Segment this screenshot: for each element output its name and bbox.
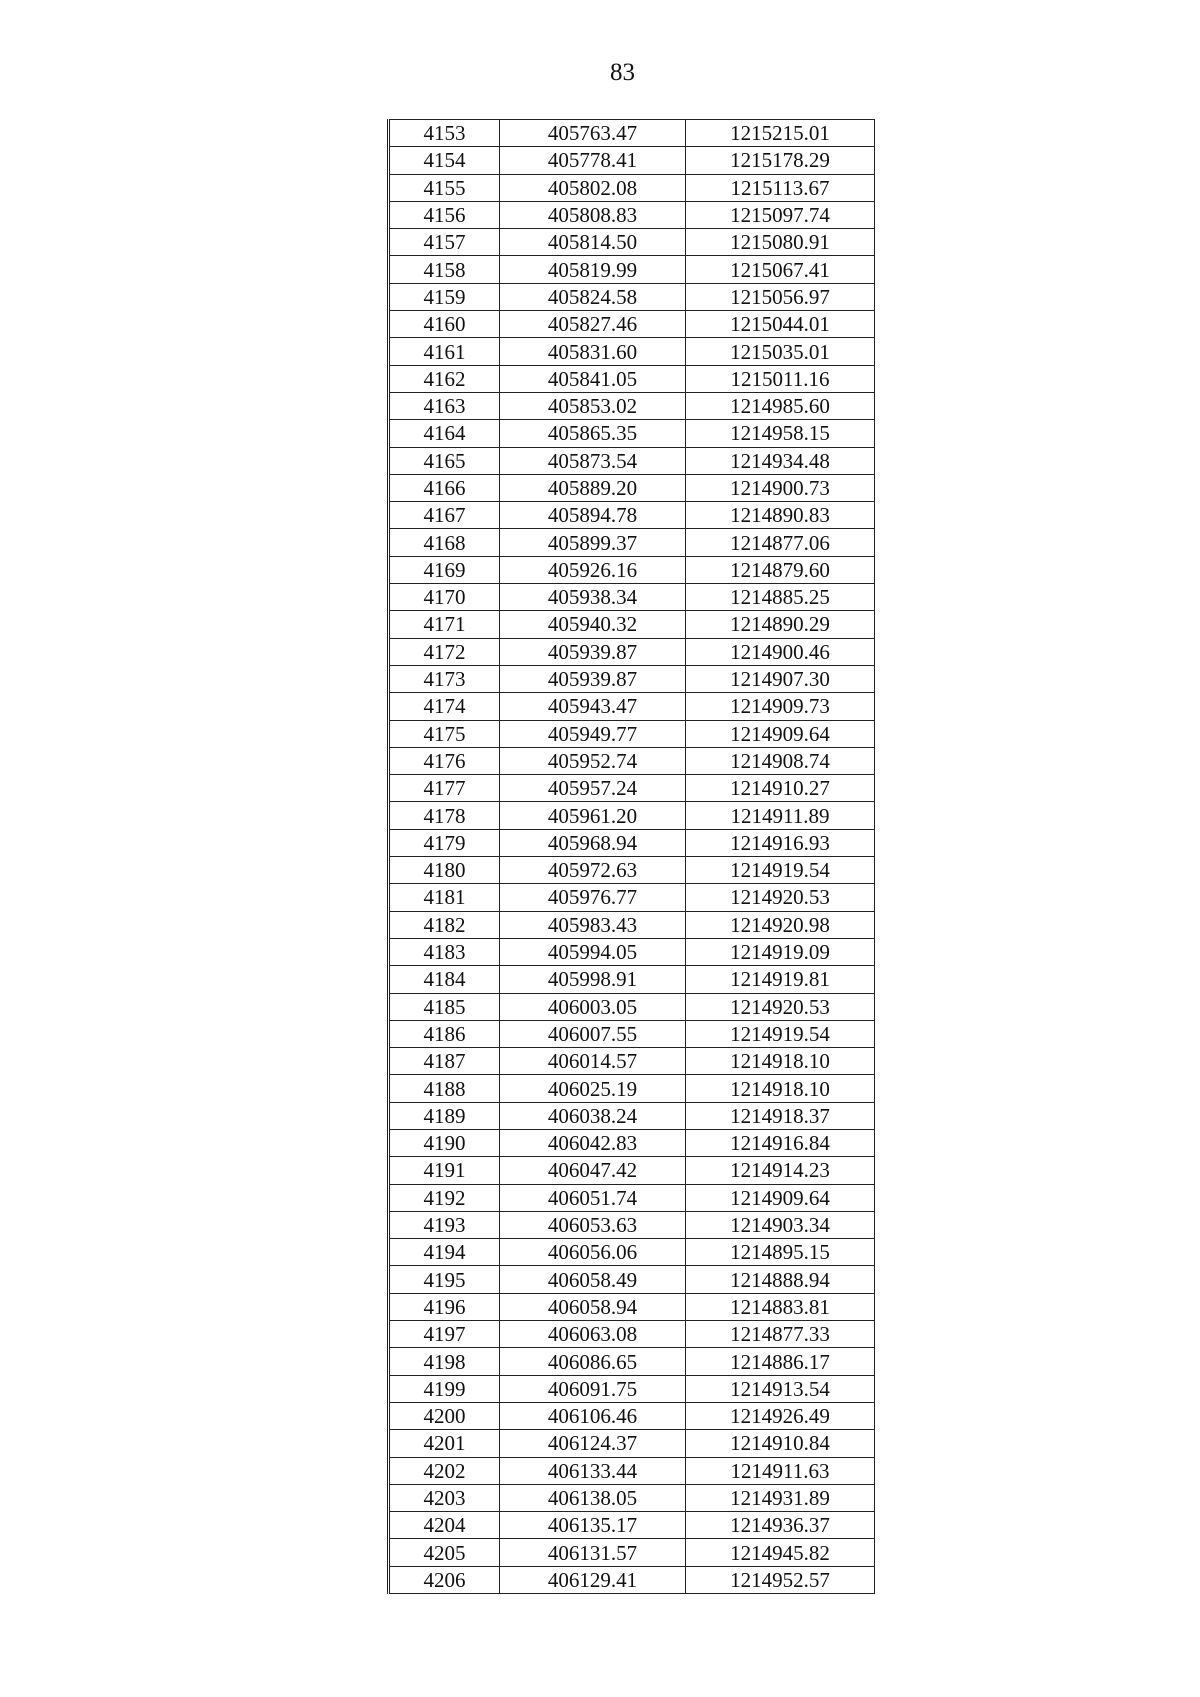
table-row [389,775,875,802]
table-row [389,993,875,1020]
y-coordinate-cell: 1214903.34 [686,1211,875,1238]
table-row [389,1430,875,1457]
y-coordinate-cell: 1214910.27 [686,775,875,802]
y-coordinate-cell: 1214918.10 [686,1048,875,1075]
y-coordinate-cell: 1214919.54 [686,857,875,884]
x-coordinate-cell: 405853.02 [500,392,686,419]
y-coordinate-cell: 1214918.37 [686,1102,875,1129]
y-coordinate-cell: 1214958.15 [686,420,875,447]
y-coordinate-cell: 1214907.30 [686,665,875,692]
y-coordinate-cell: 1214926.49 [686,1402,875,1429]
x-coordinate-cell: 405831.60 [500,338,686,365]
table-row [389,392,875,419]
x-coordinate-cell: 405802.08 [500,174,686,201]
y-coordinate-cell: 1214985.60 [686,392,875,419]
y-coordinate-cell: 1215080.91 [686,229,875,256]
table-row [389,1129,875,1156]
y-coordinate-cell: 1214931.89 [686,1484,875,1511]
y-coordinate-cell: 1214895.15 [686,1239,875,1266]
y-coordinate-cell: 1214919.54 [686,1020,875,1047]
point-number-cell: 4195 [389,1266,500,1293]
point-number-cell: 4155 [389,174,500,201]
y-coordinate-cell: 1214877.06 [686,529,875,556]
y-coordinate-cell: 1214913.54 [686,1375,875,1402]
table-row [389,1321,875,1348]
x-coordinate-cell: 406047.42 [500,1157,686,1184]
y-coordinate-cell: 1215113.67 [686,174,875,201]
point-number-cell: 4179 [389,829,500,856]
point-number-cell: 4180 [389,857,500,884]
x-coordinate-cell: 405814.50 [500,229,686,256]
point-number-cell: 4202 [389,1457,500,1484]
y-coordinate-cell: 1214920.53 [686,884,875,911]
point-number-cell: 4169 [389,556,500,583]
table-row [389,665,875,692]
x-coordinate-cell: 405763.47 [500,120,686,147]
table-row [389,338,875,365]
x-coordinate-cell: 405808.83 [500,201,686,228]
y-coordinate-cell: 1214877.33 [686,1321,875,1348]
y-coordinate-cell: 1215011.16 [686,365,875,392]
x-coordinate-cell: 406051.74 [500,1184,686,1211]
x-coordinate-cell: 405827.46 [500,311,686,338]
y-coordinate-cell: 1214909.64 [686,720,875,747]
table-row [389,474,875,501]
table-row [389,857,875,884]
table-row [389,529,875,556]
point-number-cell: 4187 [389,1048,500,1075]
x-coordinate-cell: 405994.05 [500,938,686,965]
y-coordinate-cell: 1214908.74 [686,747,875,774]
table-row [389,1375,875,1402]
point-number-cell: 4189 [389,1102,500,1129]
x-coordinate-cell: 405983.43 [500,911,686,938]
point-number-cell: 4176 [389,747,500,774]
table-row [389,147,875,174]
x-coordinate-cell: 405926.16 [500,556,686,583]
table-row [389,1566,875,1593]
y-coordinate-cell: 1215035.01 [686,338,875,365]
table-row [389,884,875,911]
y-coordinate-cell: 1214909.64 [686,1184,875,1211]
point-number-cell: 4197 [389,1321,500,1348]
y-coordinate-cell: 1214888.94 [686,1266,875,1293]
y-coordinate-cell: 1214919.81 [686,966,875,993]
y-coordinate-cell: 1214916.84 [686,1129,875,1156]
point-number-cell: 4201 [389,1430,500,1457]
point-number-cell: 4170 [389,584,500,611]
x-coordinate-cell: 406053.63 [500,1211,686,1238]
x-coordinate-cell: 405972.63 [500,857,686,884]
x-coordinate-cell: 405949.77 [500,720,686,747]
point-number-cell: 4182 [389,911,500,938]
x-coordinate-cell: 405998.91 [500,966,686,993]
point-number-cell: 4174 [389,693,500,720]
x-coordinate-cell: 405778.41 [500,147,686,174]
y-coordinate-cell: 1215056.97 [686,283,875,310]
point-number-cell: 4163 [389,392,500,419]
y-coordinate-cell: 1214911.89 [686,802,875,829]
y-coordinate-cell: 1214883.81 [686,1293,875,1320]
y-coordinate-cell: 1214886.17 [686,1348,875,1375]
x-coordinate-cell: 405899.37 [500,529,686,556]
table-row [389,1512,875,1539]
point-number-cell: 4186 [389,1020,500,1047]
table-row [389,1457,875,1484]
point-number-cell: 4191 [389,1157,500,1184]
table-row [389,1484,875,1511]
x-coordinate-cell: 406038.24 [500,1102,686,1129]
x-coordinate-cell: 406056.06 [500,1239,686,1266]
table-row [389,229,875,256]
x-coordinate-cell: 405824.58 [500,283,686,310]
point-number-cell: 4154 [389,147,500,174]
coordinate-table-body [389,120,875,1594]
table-row [389,802,875,829]
point-number-cell: 4171 [389,611,500,638]
page-number: 83 [610,59,635,86]
x-coordinate-cell: 406106.46 [500,1402,686,1429]
y-coordinate-cell: 1215044.01 [686,311,875,338]
point-number-cell: 4167 [389,502,500,529]
coordinate-table [387,119,875,1594]
y-coordinate-cell: 1215178.29 [686,147,875,174]
table-row [389,1102,875,1129]
x-coordinate-cell: 405940.32 [500,611,686,638]
x-coordinate-cell: 405939.87 [500,665,686,692]
point-number-cell: 4181 [389,884,500,911]
point-number-cell: 4193 [389,1211,500,1238]
point-number-cell: 4184 [389,966,500,993]
point-number-cell: 4158 [389,256,500,283]
point-number-cell: 4159 [389,283,500,310]
y-coordinate-cell: 1214909.73 [686,693,875,720]
x-coordinate-cell: 405819.99 [500,256,686,283]
x-coordinate-cell: 406135.17 [500,1512,686,1539]
y-coordinate-cell: 1215215.01 [686,120,875,147]
point-number-cell: 4198 [389,1348,500,1375]
table-row [389,611,875,638]
table-row [389,256,875,283]
table-row [389,938,875,965]
table-row [389,502,875,529]
table-row [389,201,875,228]
x-coordinate-cell: 405889.20 [500,474,686,501]
table-row [389,1157,875,1184]
point-number-cell: 4196 [389,1293,500,1320]
y-coordinate-cell: 1214936.37 [686,1512,875,1539]
table-row [389,556,875,583]
y-coordinate-cell: 1214900.46 [686,638,875,665]
table-row [389,311,875,338]
x-coordinate-cell: 405976.77 [500,884,686,911]
table-row [389,120,875,147]
point-number-cell: 4206 [389,1566,500,1593]
x-coordinate-cell: 406131.57 [500,1539,686,1566]
point-number-cell: 4166 [389,474,500,501]
x-coordinate-cell: 405894.78 [500,502,686,529]
table-row [389,1211,875,1238]
x-coordinate-cell: 406124.37 [500,1430,686,1457]
table-row [389,720,875,747]
x-coordinate-cell: 405873.54 [500,447,686,474]
point-number-cell: 4161 [389,338,500,365]
point-number-cell: 4165 [389,447,500,474]
y-coordinate-cell: 1214952.57 [686,1566,875,1593]
point-number-cell: 4203 [389,1484,500,1511]
y-coordinate-cell: 1214945.82 [686,1539,875,1566]
y-coordinate-cell: 1214890.83 [686,502,875,529]
x-coordinate-cell: 405938.34 [500,584,686,611]
point-number-cell: 4157 [389,229,500,256]
point-number-cell: 4153 [389,120,500,147]
table-row [389,1266,875,1293]
y-coordinate-cell: 1214910.84 [686,1430,875,1457]
table-row [389,1020,875,1047]
point-number-cell: 4194 [389,1239,500,1266]
x-coordinate-cell: 406063.08 [500,1321,686,1348]
point-number-cell: 4205 [389,1539,500,1566]
point-number-cell: 4175 [389,720,500,747]
point-number-cell: 4173 [389,665,500,692]
point-number-cell: 4188 [389,1075,500,1102]
table-row [389,1184,875,1211]
y-coordinate-cell: 1214919.09 [686,938,875,965]
x-coordinate-cell: 406003.05 [500,993,686,1020]
table-row [389,283,875,310]
point-number-cell: 4204 [389,1512,500,1539]
x-coordinate-cell: 406025.19 [500,1075,686,1102]
table-row [389,584,875,611]
x-coordinate-cell: 405968.94 [500,829,686,856]
table-row [389,365,875,392]
x-coordinate-cell: 405952.74 [500,747,686,774]
table-row [389,1402,875,1429]
y-coordinate-cell: 1215067.41 [686,256,875,283]
y-coordinate-cell: 1214890.29 [686,611,875,638]
x-coordinate-cell: 405939.87 [500,638,686,665]
point-number-cell: 4162 [389,365,500,392]
y-coordinate-cell: 1214879.60 [686,556,875,583]
x-coordinate-cell: 406042.83 [500,1129,686,1156]
point-number-cell: 4168 [389,529,500,556]
point-number-cell: 4200 [389,1402,500,1429]
y-coordinate-cell: 1214934.48 [686,447,875,474]
table-row [389,747,875,774]
point-number-cell: 4172 [389,638,500,665]
point-number-cell: 4183 [389,938,500,965]
table-row [389,829,875,856]
y-coordinate-cell: 1214900.73 [686,474,875,501]
y-coordinate-cell: 1214916.93 [686,829,875,856]
x-coordinate-cell: 405841.05 [500,365,686,392]
point-number-cell: 4192 [389,1184,500,1211]
table-row [389,1048,875,1075]
point-number-cell: 4190 [389,1129,500,1156]
x-coordinate-cell: 405957.24 [500,775,686,802]
x-coordinate-cell: 405943.47 [500,693,686,720]
x-coordinate-cell: 406086.65 [500,1348,686,1375]
y-coordinate-cell: 1215097.74 [686,201,875,228]
y-coordinate-cell: 1214918.10 [686,1075,875,1102]
table-row [389,638,875,665]
point-number-cell: 4199 [389,1375,500,1402]
x-coordinate-cell: 406129.41 [500,1566,686,1593]
table-row [389,1239,875,1266]
point-number-cell: 4178 [389,802,500,829]
y-coordinate-cell: 1214920.53 [686,993,875,1020]
x-coordinate-cell: 406014.57 [500,1048,686,1075]
table-row [389,174,875,201]
y-coordinate-cell: 1214920.98 [686,911,875,938]
point-number-cell: 4160 [389,311,500,338]
point-number-cell: 4156 [389,201,500,228]
x-coordinate-cell: 406007.55 [500,1020,686,1047]
x-coordinate-cell: 406091.75 [500,1375,686,1402]
x-coordinate-cell: 406133.44 [500,1457,686,1484]
table-row [389,911,875,938]
x-coordinate-cell: 406058.94 [500,1293,686,1320]
table-row [389,420,875,447]
x-coordinate-cell: 405961.20 [500,802,686,829]
x-coordinate-cell: 406138.05 [500,1484,686,1511]
table-row [389,447,875,474]
table-row [389,1539,875,1566]
table-row [389,966,875,993]
x-coordinate-cell: 406058.49 [500,1266,686,1293]
y-coordinate-cell: 1214914.23 [686,1157,875,1184]
table-row [389,1348,875,1375]
y-coordinate-cell: 1214911.63 [686,1457,875,1484]
point-number-cell: 4177 [389,775,500,802]
point-number-cell: 4185 [389,993,500,1020]
table-row [389,1293,875,1320]
point-number-cell: 4164 [389,420,500,447]
table-row [389,1075,875,1102]
x-coordinate-cell: 405865.35 [500,420,686,447]
y-coordinate-cell: 1214885.25 [686,584,875,611]
table-row [389,693,875,720]
